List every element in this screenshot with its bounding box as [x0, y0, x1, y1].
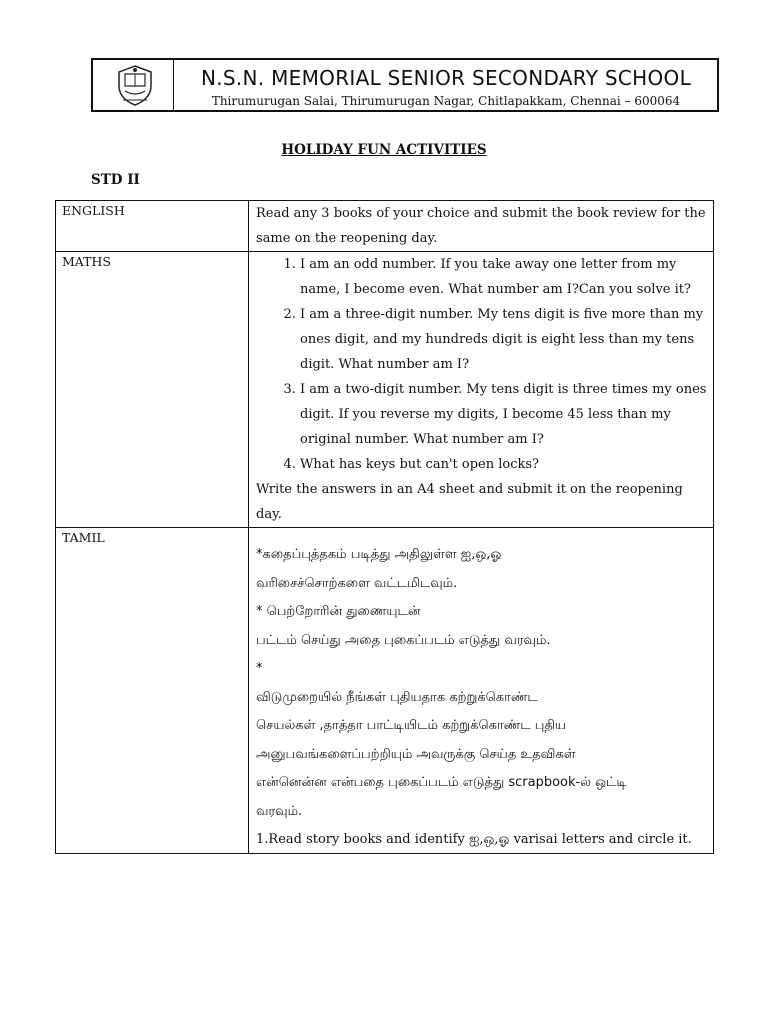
document-title: HOLIDAY FUN ACTIVITIES — [281, 142, 487, 158]
subject-english: ENGLISH — [56, 201, 249, 252]
school-crest-icon — [115, 64, 155, 106]
maths-question-list — [256, 252, 707, 477]
tamil-task — [249, 528, 714, 854]
table-row-tamil — [56, 528, 714, 854]
standard-label: STD II — [91, 172, 140, 188]
tamil-line: என்னென்ன என்பதை புகைப்படம் எடுத்து scrapbook-ல் ஒட்டி — [256, 775, 627, 790]
maths-footer: Write the answers in an A4 sheet and submit it on the reopening day. — [256, 482, 683, 522]
maths-question: 4. What has keys but can't open locks? — [300, 452, 707, 477]
tamil-line: *கதைப்புத்தகம் படித்து அதிலுள்ள ஐ,ஒ,ஓ — [256, 547, 502, 562]
maths-question: 1. I am an odd number. If you take away one letter from my name, I become even. What number am I?Can you solve it? — [300, 252, 707, 302]
tamil-line: விடுமுறையில் நீங்கள் புதியதாக கற்றுக்கொண்ட — [256, 689, 538, 705]
school-name: N.S.N. MEMORIAL SENIOR SECONDARY SCHOOL — [200, 66, 692, 90]
maths-question: 3. I am a two-digit number. My tens digit is three times my ones digit. If you reverse my digits, I become 45 less than my original number. What number am I? — [300, 377, 707, 452]
logo-cell — [93, 60, 174, 110]
tamil-line: அனுபவங்களைப்பற்றியும் அவருக்கு செய்த உதவிகள் — [256, 746, 576, 762]
english-task-text: Read any 3 books of your choice and submit the book review for the same on the reopening day. — [256, 206, 706, 246]
school-address: Thirumurugan Salai, Thirumurugan Nagar, Chitlapakkam, Chennai – 600064 — [211, 94, 681, 108]
school-header — [91, 58, 719, 112]
tamil-line: * — [256, 661, 263, 676]
tamil-english-note: 1.Read story books and identify ஐ,ஒ,ஓ varisai letters and circle it. — [256, 832, 692, 847]
subject-tamil: TAMIL — [56, 528, 249, 854]
tamil-line: பட்டம் செய்து அதை புகைப்படம் எடுத்து வரவும். — [256, 632, 551, 648]
tamil-line: வரிசைச்சொற்களை வட்டமிடவும். — [256, 575, 458, 591]
maths-question: 2. I am a three-digit number. My tens digit is five more than my ones digit, and my hundreds digit is eight less than my tens digit. What number am I? — [300, 302, 707, 377]
table-row-english — [56, 201, 714, 252]
table-row-maths — [56, 252, 714, 528]
maths-task — [249, 252, 714, 528]
subject-maths: MATHS — [56, 252, 249, 528]
tamil-instructions — [256, 528, 707, 826]
tamil-line: * பெற்றோரின் துணையுடன் — [256, 604, 421, 619]
tamil-line: வரவும். — [256, 803, 303, 819]
tamil-line: செயல்கள் ,தாத்தா பாட்டியிடம் கற்றுக்கொண்ட புதிய — [256, 718, 567, 733]
activities-table — [55, 200, 714, 854]
english-task — [249, 201, 714, 252]
